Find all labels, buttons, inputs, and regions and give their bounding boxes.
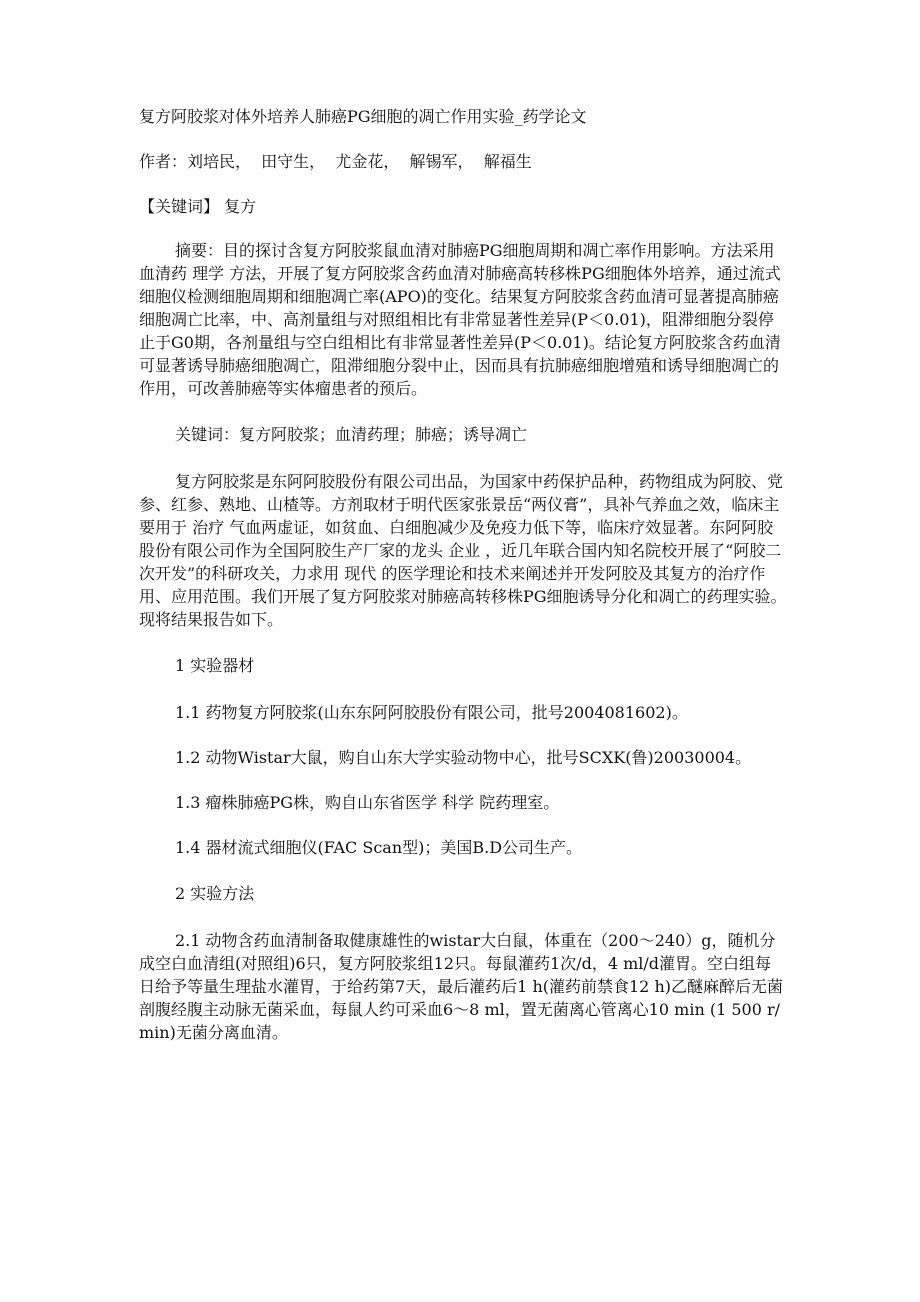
subsection-1-1: 1.1 药物复方阿胶浆(山东东阿阿胶股份有限公司，批号2004081602)。: [175, 703, 688, 722]
subsection-1-2: 1.2 动物Wistar大鼠，购自山东大学实验动物中心，批号SCXK(鲁)20030004。: [175, 748, 752, 767]
authors-line: 作者：刘培民， 田守生， 尤金花， 解锡军， 解福生: [139, 152, 532, 171]
subsection-1-3: 1.3 瘤株肺癌PG株，购自山东省医学 科学 院药理室。: [175, 793, 560, 812]
section-heading-materials: 1 实验器材: [175, 656, 255, 675]
subsection-1-4: 1.4 器材流式细胞仪(FAC Scan型)；美国B.D公司生产。: [175, 838, 583, 857]
subsection-2-1: 2.1 动物含药血清制备取健康雄性的wistar大白鼠，体重在（200～240）g，随机分成空白血清组(对照组)6只，复方阿胶浆组12只。每鼠灌药1次/d，4 ml/d灌胃。空白组每日给予等量生理盐水灌胃，于给药第7天，最后灌药后1 h(灌药前禁食12 h)乙醚麻醉后无菌剖腹经腹主动脉无菌采血，每鼠人约可采血6～8 ml，置无菌离心管离心10 min (1 500 r/min)无菌分离血清。: [139, 931, 783, 1042]
document-page: [139, 104, 787, 1044]
document-title: 复方阿胶浆对体外培养人肺癌PG细胞的凋亡作用实验_药学论文: [139, 107, 587, 126]
abstract-paragraph: 摘要：目的探讨含复方阿胶浆鼠血清对肺癌PG细胞周期和凋亡率作用影响。方法采用血清药 理学 方法，开展了复方阿胶浆含药血清对肺癌高转移株PG细胞体外培养，通过流式细胞仪检测细胞周期和细胞凋亡率(APO)的变化。结果复方阿胶浆含药血清可显著提高肺癌细胞凋亡比率，中、高剂量组与对照组相比有非常显著性差异(P＜0.01)，阻滞细胞分裂停止于G0期，各剂量组与空白组相比有非常显著性差异(P＜0.01)。结论复方阿胶浆含药血清可显著诱导肺癌细胞凋亡，阻滞细胞分裂中止，因而具有抗肺癌细胞增殖和诱导细胞凋亡的作用，可改善肺癌等实体瘤患者的预后。: [139, 241, 781, 398]
keywords-line: 关键词：复方阿胶浆；血清药理；肺癌；诱导凋亡: [175, 425, 528, 444]
section-heading-methods: 2 实验方法: [175, 884, 255, 903]
keywords-header: 【关键词】 复方: [139, 197, 257, 216]
intro-paragraph: 复方阿胶浆是东阿阿胶股份有限公司出品，为国家中药保护品种，药物组成为阿胶、党参、红参、熟地、山楂等。方剂取材于明代医家张景岳“两仪膏”，具补气养血之效，临床主要用于 治疗 气血两虚证，如贫血、白细胞减少及免疫力低下等，临床疗效显著。东阿阿胶股份有限公司作为全国阿胶生产厂家的龙头 企业 ，近几年联合国内知名院校开展了“阿胶二次开发”的科研攻关，力求用 现代 的医学理论和技术来阐述并开发阿胶及其复方的治疗作用、应用范围。我们开展了复方阿胶浆对肺癌高转移株PG细胞诱导分化和凋亡的药理实验。现将结果报告如下。: [139, 472, 787, 629]
